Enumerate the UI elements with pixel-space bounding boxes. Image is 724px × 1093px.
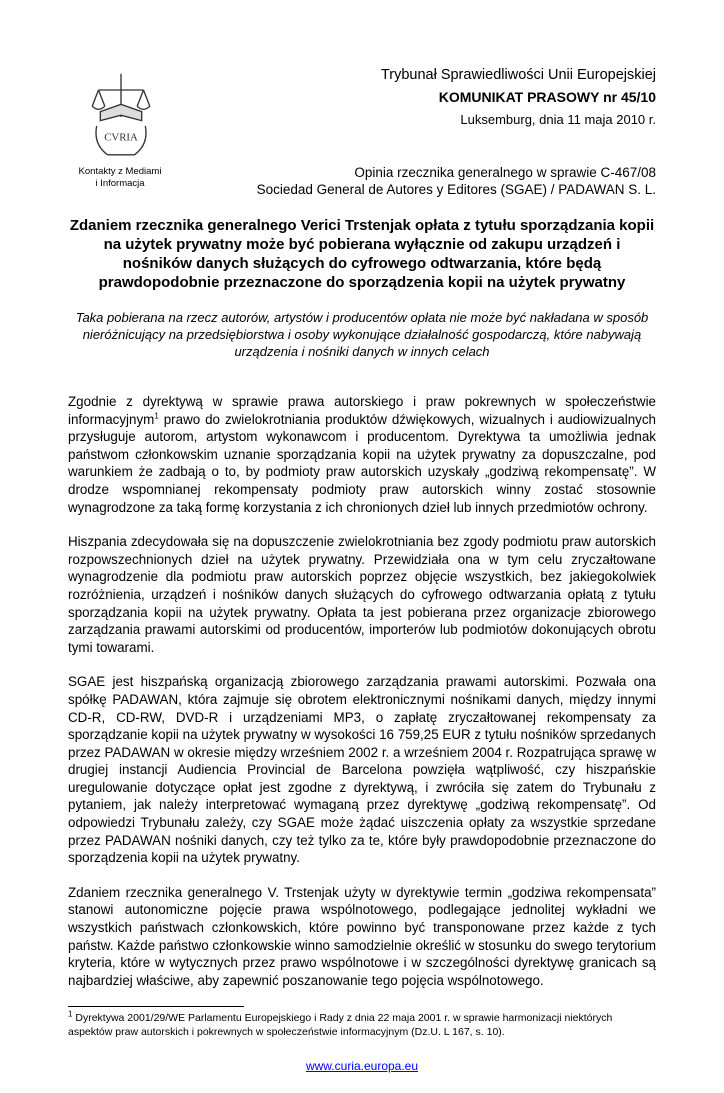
press-release-number: KOMUNIKAT PRASOWY nr 45/10 [438, 89, 656, 105]
contact-line: i Informacja [95, 178, 145, 189]
paragraph-text: prawo do zwielokrotniania produktów dźwiękowych, wizualnych i audiowizualnych przysługuje autorom, artystom wykonawcom i producentom. Dyrektywa ta umożliwia jednak państwom członkowskim uznanie sporządzania kopii na użytek prywatny za dopuszczalne, pod warunkiem że zadbają o to, by podmioty praw autorskich uzyskały „godziwą rekompensatę”. W drodze wspomnianej rekompensaty podmioty praw autorskich winny zostać stosownie wynagrodzone za taką formę korzystania z ich chronionych dzieł lub innych przedmiotów ochrony. [68, 411, 656, 515]
cvria-logo [86, 72, 156, 162]
footnote-divider [68, 1006, 244, 1007]
scales-of-justice-icon [86, 72, 156, 162]
headline: Zdaniem rzecznika generalnego Verici Trstenjak opłata z tytułu sporządzania kopii na użytek prywatny może być pobierana wyłącznie od zakupu urządzeń i nośników danych służących do cyfrowego odtwarzania, które będą prawdopodobnie przeznaczone do sporządzenia kopii na użytek prywatny [69, 217, 655, 291]
case-line: Opinia rzecznika generalnego w sprawie C-467/08 [354, 165, 656, 180]
paragraph-text: Zgodnie z dyrektywą w sprawie prawa autorskiego i praw pokrewnych w społeczeństwie informacyjnym [68, 394, 656, 427]
body-text [68, 393, 656, 989]
institution-name: Trybunał Sprawiedliwości Unii Europejskiej [380, 67, 656, 83]
footnote-mark: 1 [68, 1009, 73, 1019]
svg-text:CVRIA: CVRIA [104, 131, 138, 144]
curia-website-link[interactable] [68, 1059, 656, 1093]
curia-website-link-text[interactable]: www.curia.europa.eu [305, 1059, 419, 1074]
paragraph: Hiszpania zdecydowała się na dopuszczenie zwielokrotniania bez zgody podmiotu praw autorskich rozpowszechnionych dzieł na użytek prywatny. Przewidziała ona w tym celu zryczałtowane wynagrodzenie dla podmiotu praw autorskich poprzez objęcie wszystkich, bez jakiegokolwiek rozróżnienia, urządzeń i nośników danych służących do cyfrowego odtwarzania opłatą z tytułu sporządzania kopii na użytek prywatny. Opłata ta jest pobierana przez organizacje zbiorowego zarządzania prawami autorskimi od producentów, importerów lub podmiotów dokonujących obrotu tymi towarami. [68, 534, 656, 655]
paragraph: Zdaniem rzecznika generalnego V. Trstenjak użyty w dyrektywie termin „godziwa rekompensata” stanowi autonomiczne pojęcie prawa wspólnotowego, podlegające jednolitej wykładni we wszystkich państwach członkowskich, które powinno być transponowane przez każde z tych państw. Każde państwo członkowskie winno samodzielnie określić w stosunku do swego terytorium kryteria, które w wytycznych przez prawo wspólnotowe i w szczególności dyrektywę granicach są najbardziej właściwe, aby zapewnić poszanowanie tego pojęcia wspólnotowego. [68, 884, 656, 988]
contact-department [70, 166, 170, 190]
contact-line: Kontakty z Mediami [78, 166, 162, 177]
footnote-ref[interactable]: 1 [154, 411, 159, 421]
subheadline: Taka pobierana na rzecz autorów, artystów i producentów opłata nie może być nakładana w sposób nieróżnicujący na przedsiębiorstwa i osoby wykonujące działalność gospodarczą, które nabywają urządzenia i nośniki danych w innych celach [75, 310, 649, 359]
footnote [68, 1011, 656, 1039]
paragraph [68, 393, 656, 516]
case-parties: Sociedad General de Autores y Editores (SGAE) / PADAWAN S. L. [256, 182, 656, 197]
release-date: Luksemburg, dnia 11 maja 2010 r. [460, 112, 656, 127]
paragraph: SGAE jest hiszpańską organizacją zbiorowego zarządzania prawami autorskimi. Pozwała ona spółkę PADAWAN, która zajmuje się obrotem elektronicznymi nośnikami danych, między innymi CD-R, CD-RW, DVD-R i urządzeniami MP3, o zapłatę zryczałtowanej rekompensaty za sporządzanie kopii na użytek prywatny w wysokości 16 759,25 EUR z tytułu nośników sprzedanych przez PADAWAN w okresie między wrześniem 2002 r. a wrześniem 2004 r. Rozpatrująca sprawę w drugiej instancji Audiencia Provincial de Barcelona powzięła wątpliwość, czy hiszpańskie uregulowanie dotyczące opłat jest zgodne z dyrektywą, i zwróciła się zatem do Trybunału z pytaniem, jak należy interpretować wymaganą przez dyrektywę „godziwą rekompensatę”. Od odpowiedzi Trybunału zależy, czy SGAE może żądać uiszczenia opłaty za wszystkie sprzedane przez PADAWAN nośniki danych, czy też tylko za te, które były prawdopodobnie przeznaczone do sporządzenia kopii na użytek prywatny. [68, 674, 656, 866]
case-reference [257, 164, 656, 198]
main-content [68, 216, 656, 1093]
footnote-text: Dyrektywa 2001/29/WE Parlamentu Europejskiego i Rady z dnia 22 maja 2001 r. w sprawie harmonizacji niektórych aspektów praw autorskich i pokrewnych w społeczeństwie informacyjnym (Dz.U. L 167, s. 10). [68, 1012, 613, 1039]
